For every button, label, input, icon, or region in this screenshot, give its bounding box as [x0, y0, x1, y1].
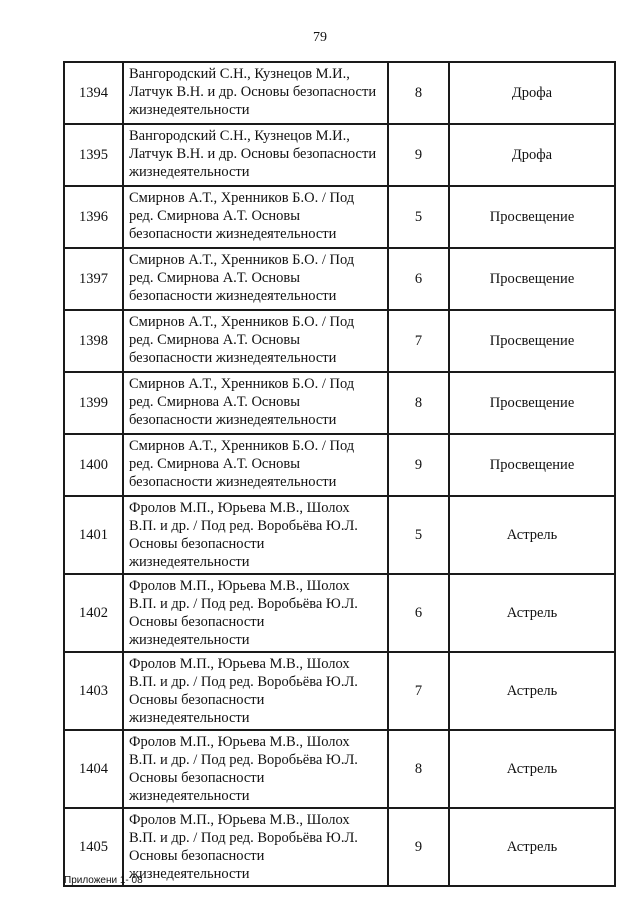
- grade: 9: [388, 434, 449, 496]
- publisher: Астрель: [449, 574, 615, 652]
- table-row: [64, 186, 615, 248]
- publisher: Просвещение: [449, 186, 615, 248]
- book-title-line: Основы безопасности: [129, 770, 265, 786]
- row-number: 1397: [64, 248, 123, 310]
- table-row: [64, 496, 615, 574]
- book-title: [123, 372, 388, 434]
- table-row: [64, 124, 615, 186]
- publisher: Астрель: [449, 652, 615, 730]
- row-number: 1395: [64, 124, 123, 186]
- publisher: Просвещение: [449, 434, 615, 496]
- book-title-line: Латчук В.Н. и др. Основы безопасности: [129, 84, 377, 100]
- book-title-line: Основы безопасности: [129, 536, 265, 552]
- book-title-line: В.П. и др. / Под ред. Воробьёва Ю.Л.: [129, 518, 358, 534]
- grade: 7: [388, 310, 449, 372]
- book-title-line: Фролов М.П., Юрьева М.В., Шолох: [129, 500, 350, 516]
- book-title: [123, 652, 388, 730]
- textbook-table: [63, 61, 616, 887]
- footer-note: Приложени 1- 08: [64, 875, 143, 886]
- book-title-line: ред. Смирнова А.Т. Основы: [129, 332, 300, 348]
- row-number: 1394: [64, 62, 123, 124]
- grade: 7: [388, 652, 449, 730]
- grade: 5: [388, 496, 449, 574]
- book-title-line: ред. Смирнова А.Т. Основы: [129, 270, 300, 286]
- publisher: Просвещение: [449, 248, 615, 310]
- book-title: [123, 730, 388, 808]
- book-title-line: Смирнов А.Т., Хренников Б.О. / Под: [129, 376, 355, 392]
- book-title: [123, 808, 388, 886]
- grade: 8: [388, 730, 449, 808]
- book-title-line: ред. Смирнова А.Т. Основы: [129, 394, 300, 410]
- book-title-line: безопасности жизнедеятельности: [129, 288, 337, 304]
- table-row: [64, 372, 615, 434]
- table-row: [64, 652, 615, 730]
- grade: 8: [388, 372, 449, 434]
- book-title-line: безопасности жизнедеятельности: [129, 226, 337, 242]
- book-title-line: жизнедеятельности: [129, 554, 250, 570]
- book-title-line: жизнедеятельности: [129, 788, 250, 804]
- book-title: [123, 310, 388, 372]
- book-title-line: безопасности жизнедеятельности: [129, 412, 337, 428]
- grade: 9: [388, 124, 449, 186]
- table-row: [64, 310, 615, 372]
- table-row: [64, 730, 615, 808]
- row-number: 1401: [64, 496, 123, 574]
- book-title-line: Смирнов А.Т., Хренников Б.О. / Под: [129, 190, 355, 206]
- book-title: [123, 496, 388, 574]
- book-title: [123, 248, 388, 310]
- publisher: Астрель: [449, 496, 615, 574]
- row-number: 1398: [64, 310, 123, 372]
- book-title: [123, 124, 388, 186]
- book-title-line: жизнедеятельности: [129, 632, 250, 648]
- book-title-line: Смирнов А.Т., Хренников Б.О. / Под: [129, 252, 355, 268]
- book-title-line: В.П. и др. / Под ред. Воробьёва Ю.Л.: [129, 596, 358, 612]
- book-title-line: Основы безопасности: [129, 614, 265, 630]
- row-number: 1400: [64, 434, 123, 496]
- book-title-line: Фролов М.П., Юрьева М.В., Шолох: [129, 734, 350, 750]
- table-row: [64, 434, 615, 496]
- book-title-line: жизнедеятельности: [129, 866, 250, 882]
- book-title: [123, 574, 388, 652]
- book-title: [123, 62, 388, 124]
- book-title-line: жизнедеятельности: [129, 102, 250, 118]
- grade: 6: [388, 248, 449, 310]
- book-title-line: жизнедеятельности: [129, 710, 250, 726]
- row-number: 1405: [64, 808, 123, 886]
- book-title: [123, 186, 388, 248]
- book-title: [123, 434, 388, 496]
- grade: 9: [388, 808, 449, 886]
- book-title-line: Основы безопасности: [129, 692, 265, 708]
- row-number: 1404: [64, 730, 123, 808]
- table-row: [64, 248, 615, 310]
- publisher: Астрель: [449, 730, 615, 808]
- table-row: [64, 574, 615, 652]
- grade: 5: [388, 186, 449, 248]
- book-title-line: безопасности жизнедеятельности: [129, 474, 337, 490]
- book-title-line: Основы безопасности: [129, 848, 265, 864]
- book-title-line: жизнедеятельности: [129, 164, 250, 180]
- book-title-line: В.П. и др. / Под ред. Воробьёва Ю.Л.: [129, 674, 358, 690]
- book-title-line: Вангородский С.Н., Кузнецов М.И.,: [129, 66, 350, 82]
- row-number: 1403: [64, 652, 123, 730]
- grade: 6: [388, 574, 449, 652]
- row-number: 1399: [64, 372, 123, 434]
- book-title-line: безопасности жизнедеятельности: [129, 350, 337, 366]
- book-title-line: Вангородский С.Н., Кузнецов М.И.,: [129, 128, 350, 144]
- book-title-line: ред. Смирнова А.Т. Основы: [129, 456, 300, 472]
- page-number: 79: [313, 30, 327, 45]
- row-number: 1396: [64, 186, 123, 248]
- book-title-line: Фролов М.П., Юрьева М.В., Шолох: [129, 812, 350, 828]
- book-title-line: Фролов М.П., Юрьева М.В., Шолох: [129, 578, 350, 594]
- table-row: [64, 808, 615, 886]
- grade: 8: [388, 62, 449, 124]
- book-title-line: В.П. и др. / Под ред. Воробьёва Ю.Л.: [129, 830, 358, 846]
- publisher: Дрофа: [449, 62, 615, 124]
- book-title-line: Смирнов А.Т., Хренников Б.О. / Под: [129, 314, 355, 330]
- book-title-line: Фролов М.П., Юрьева М.В., Шолох: [129, 656, 350, 672]
- publisher: Просвещение: [449, 372, 615, 434]
- book-title-line: ред. Смирнова А.Т. Основы: [129, 208, 300, 224]
- book-title-line: В.П. и др. / Под ред. Воробьёва Ю.Л.: [129, 752, 358, 768]
- book-title-line: Латчук В.Н. и др. Основы безопасности: [129, 146, 377, 162]
- publisher: Просвещение: [449, 310, 615, 372]
- row-number: 1402: [64, 574, 123, 652]
- book-title-line: Смирнов А.Т., Хренников Б.О. / Под: [129, 438, 355, 454]
- publisher: Астрель: [449, 808, 615, 886]
- publisher: Дрофа: [449, 124, 615, 186]
- table-row: [64, 62, 615, 124]
